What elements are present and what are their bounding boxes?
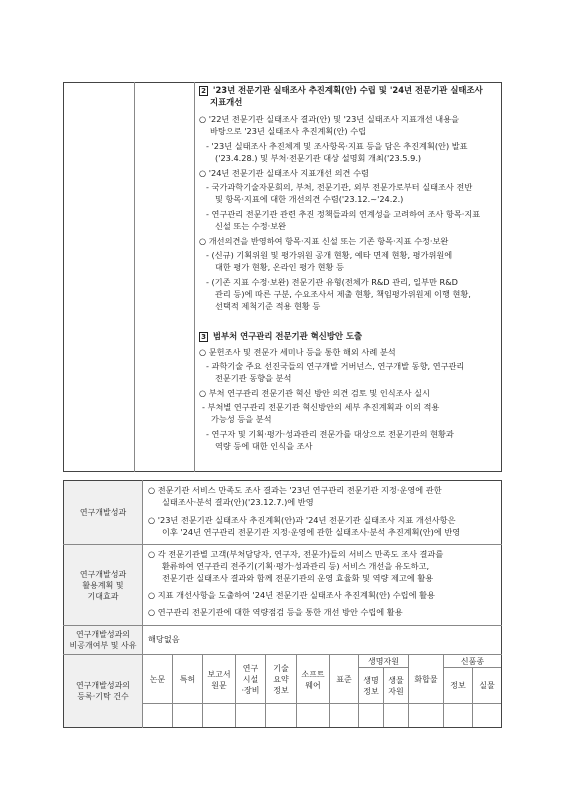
section-3-title: 3 범부처 연구관리 전문기관 혁신방안 도출 — [199, 331, 362, 342]
sub-bullet-text: - 부처별 연구관리 전문기관 혁신방안의 세부 추진계획과 이의 적용 — [202, 402, 440, 412]
sub-bullet-text: 선택적 제척기준 적용 현황 등 — [215, 301, 321, 311]
col-bio-info: 생명 정보 — [363, 675, 379, 696]
effects-label: 연구개발성과 활용계획 및 기대효과 — [64, 545, 142, 625]
col-standard: 표준 — [336, 675, 352, 684]
result-item: 이후 '24년 연구관리 전문기관 지정·운영에 관한 실태조사·분석 추진계획(안)에 반영 — [162, 527, 461, 537]
comparison-value: 해당없음 — [148, 634, 180, 644]
col-new-variety: 신품종 — [460, 657, 485, 666]
effect-item: ○ 연구관리 전문기관에 대한 역량점검 등을 통한 개선 방안 수립에 활용 — [148, 607, 403, 617]
sub-bullet-text: - 과학기술 주요 선진국들의 연구개발 거버넌스, 연구개발 동향, 연구관리 — [206, 361, 465, 371]
section-2-title: 2 '23년 전문기관 실태조사 추진계획(안) 수립 및 '24년 전문기관 실태조사 — [199, 85, 483, 96]
col-new-variety-real: 실물 — [479, 681, 495, 690]
col-patent: 특허 — [179, 675, 196, 684]
bullet-text: ○ 개선의견을 반영하여 항목·지표 신설 또는 기존 항목·지표 수정·보완 — [199, 236, 449, 246]
sub-bullet-text: - 연구관리 전문기관 관련 추진 정책들과의 연계성을 고려하여 조사 항목·지표 — [206, 209, 481, 219]
effect-item: ○ 각 전문기관별 고객(부처담당자, 연구자, 전문가)들의 서비스 만족도 조사 결과를 — [148, 549, 444, 559]
bullet-text: ○ 문헌조사 및 전문가 세미나 등을 통한 해외 사례 분석 — [199, 347, 396, 357]
sub-bullet-text: 및 항목·지표에 대한 개선의견 수렴('23.12.~'24.2.) — [215, 194, 404, 204]
col-report: 보고서 원문 — [207, 669, 231, 690]
section-2-title-cont: 지표개선 — [210, 97, 243, 107]
bullet-text: ○ '22년 전문기관 실태조사 결과(안) 및 '23년 실태조사 지표개선 내용을 — [199, 114, 460, 124]
col-bio-material: 생물 자원 — [388, 675, 404, 696]
col-facility: 연구 시설 ·장비 — [241, 664, 260, 695]
section-number-2: 2 — [199, 86, 208, 96]
sub-bullet-text: 역량 등에 대한 인식을 조사 — [215, 441, 313, 451]
results-label: 연구개발성과 — [64, 481, 142, 544]
bullet-text: ○ 부처 연구관리 전문기관 혁신 방안 의견 검토 및 인식조사 실시 — [199, 388, 430, 398]
bullet-text: ○ '24년 전문기관 실태조사 지표개선 의견 수렴 — [199, 168, 369, 178]
effect-item: 전문기관 실태조사 결과와 함께 전문기관의 운영 효율화 및 역량 제고에 활용 — [162, 573, 434, 583]
sub-bullet-text: - 연구자 및 기획·평가·성과관리 전문가를 대상으로 전문기관의 현황과 — [206, 429, 454, 439]
col-software: 소프트 웨어 — [301, 669, 325, 690]
sub-bullet-text: - '23년 실태조사 추진체계 및 조사항목·지표 등을 담은 추진계획(안) 발표 — [206, 141, 468, 151]
sub-bullet-text: 가능성 등을 분석 — [211, 414, 272, 424]
effect-item: 환류하여 연구관리 전주기(기획·평가·성과관리 등) 서비스 개선을 유도하고, — [162, 561, 430, 571]
col-compound: 화합물 — [414, 675, 438, 684]
result-item: ○ 전문기관 서비스 만족도 조사 결과는 '23년 연구관리 전문기관 지정·운영에 관한 — [148, 485, 442, 495]
sub-bullet-text: - (신규) 기획위원 및 평가위원 공개 현황, 예타 면제 현황, 평가위원에 — [206, 250, 453, 260]
sub-bullet-text: 대한 평가 현황, 온라인 평가 현황 등 — [215, 262, 344, 272]
result-item: ○ '23년 전문기관 실태조사 추진계획(안)과 '24년 전문기관 실태조사 지표 개선사항은 — [148, 515, 456, 525]
comparison-label: 연구개발성과의 비공개여부 및 사유 — [64, 626, 142, 654]
sub-bullet-text: 관리 등)에 따른 구분, 수요조사서 제출 현황, 책임평가위원제 이행 현황, — [215, 289, 471, 299]
effect-item: ○ 지표 개선사항을 도출하여 '24년 전문기관 실태조사 추진계획(안) 수립에 활용 — [148, 590, 435, 600]
sub-bullet-text: 신설 또는 수정·보완 — [215, 221, 287, 231]
sub-bullet-text: 전문기관 동향을 분석 — [215, 373, 292, 383]
result-item: 실태조사·분석 결과(안)('23.12.7.)에 반영 — [162, 497, 314, 507]
bullet-text: 바탕으로 '23년 실태조사 추진계획(안) 수립 — [210, 126, 367, 136]
sub-bullet-text: - 국가과학기술자문회의, 부처, 전문기관, 외부 전문가로부터 실태조사 전반 — [206, 182, 473, 192]
col-bio-resources: 생명자원 — [368, 657, 399, 666]
registry-label: 연구개발성과의 등록·기탁 건수 — [64, 655, 142, 727]
sub-bullet-text: ('23.4.28.) 및 부처·전문기관 대상 설명회 개최('23.5.9.) — [215, 153, 422, 163]
col-tech-summary: 기술 요약 정보 — [273, 664, 289, 695]
sub-bullet-text: - (기존 지표 수정·보완) 전문기관 유형(전체가 R&D 관리, 일부만 R&D — [206, 277, 458, 287]
col-new-variety-info: 정보 — [450, 681, 466, 690]
section-number-3: 3 — [199, 332, 208, 342]
col-paper: 논문 — [149, 675, 166, 684]
